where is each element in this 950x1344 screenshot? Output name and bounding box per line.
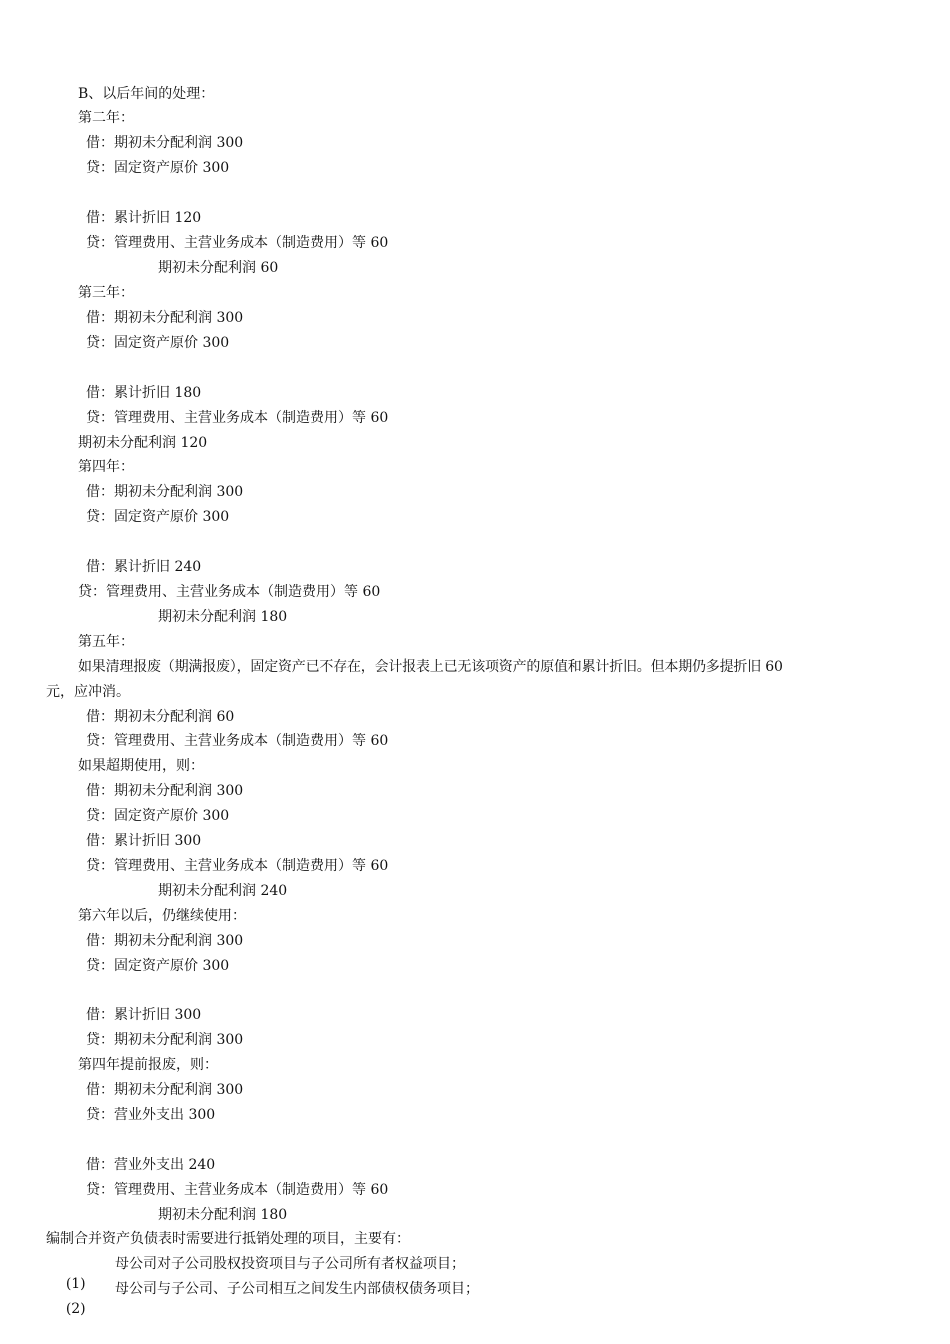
text-line: 期初未分配利润 60 — [158, 260, 279, 276]
text-line: 贷：管理费用、主营业务成本（制造费用）等 60 — [86, 858, 389, 874]
text-line: 借：期初未分配利润 300 — [86, 310, 244, 326]
text-line: 如果清理报废（期满报废），固定资产已不存在，会计报表上已无该项资产的原值和累计折旧。但本期仍多提折旧 60 — [78, 659, 783, 675]
text-line: 借：累计折旧 180 — [86, 385, 202, 401]
list-marker: (1) — [65, 1276, 86, 1292]
text-line: 借：期初未分配利润 300 — [86, 484, 244, 500]
text-line: 借：累计折旧 300 — [86, 1007, 202, 1023]
list-item — [48, 1279, 86, 1317]
text-line: 期初未分配利润 120 — [78, 435, 208, 451]
text-line: 贷：管理费用、主营业务成本（制造费用）等 60 — [86, 1182, 389, 1198]
text-line: 借：累计折旧 240 — [86, 559, 202, 575]
text-line: 期初未分配利润 240 — [158, 883, 288, 899]
text-line: 期初未分配利润 180 — [158, 1207, 288, 1223]
text-line: 借：营业外支出 240 — [86, 1157, 216, 1173]
text-line: 借：期初未分配利润 300 — [86, 1082, 244, 1098]
text-line: 贷：固定资产原价 300 — [86, 509, 230, 525]
list-marker: (2) — [65, 1301, 86, 1317]
text-line: 贷：固定资产原价 300 — [86, 958, 230, 974]
text-line: 第三年： — [78, 285, 134, 301]
text-line: 借：累计折旧 120 — [86, 210, 202, 226]
text-line: 贷：管理费用、主营业务成本（制造费用）等 60 — [86, 410, 389, 426]
text-line: 第四年： — [78, 459, 134, 475]
text-line: 借：期初未分配利润 60 — [86, 709, 235, 725]
text-line: 借：累计折旧 300 — [86, 833, 202, 849]
text-line: 贷：管理费用、主营业务成本（制造费用）等 60 — [78, 584, 381, 600]
text-line: 贷：固定资产原价 300 — [86, 160, 230, 176]
text-line: 元，应冲消。 — [46, 684, 130, 700]
list-item-text: 母公司与子公司、子公司相互之间发生内部债权债务项目； — [115, 1281, 479, 1297]
text-line: 借：期初未分配利润 300 — [86, 135, 244, 151]
text-line: 借：期初未分配利润 300 — [86, 933, 244, 949]
text-line: 第六年以后，仍继续使用： — [78, 908, 246, 924]
text-line: 第二年： — [78, 110, 134, 126]
text-line: 借：期初未分配利润 300 — [86, 783, 244, 799]
list-item — [48, 1254, 86, 1292]
text-line: 如果超期使用，则： — [78, 758, 204, 774]
text-line: 期初未分配利润 180 — [158, 609, 288, 625]
text-line: 贷：固定资产原价 300 — [86, 335, 230, 351]
text-line: 贷：期初未分配利润 300 — [86, 1032, 244, 1048]
text-line: B、以后年间的处理： — [78, 86, 215, 102]
list-item-text: 母公司对子公司股权投资项目与子公司所有者权益项目； — [115, 1256, 465, 1272]
text-line: 贷：营业外支出 300 — [86, 1107, 216, 1123]
text-line: 贷：固定资产原价 300 — [86, 808, 230, 824]
text-line: 第四年提前报废，则： — [78, 1057, 218, 1073]
section-heading: 编制合并资产负债表时需要进行抵销处理的项目，主要有： — [46, 1231, 410, 1247]
text-line: 贷：管理费用、主营业务成本（制造费用）等 60 — [86, 235, 389, 251]
text-line: 第五年： — [78, 634, 134, 650]
text-line: 贷：管理费用、主营业务成本（制造费用）等 60 — [86, 733, 389, 749]
